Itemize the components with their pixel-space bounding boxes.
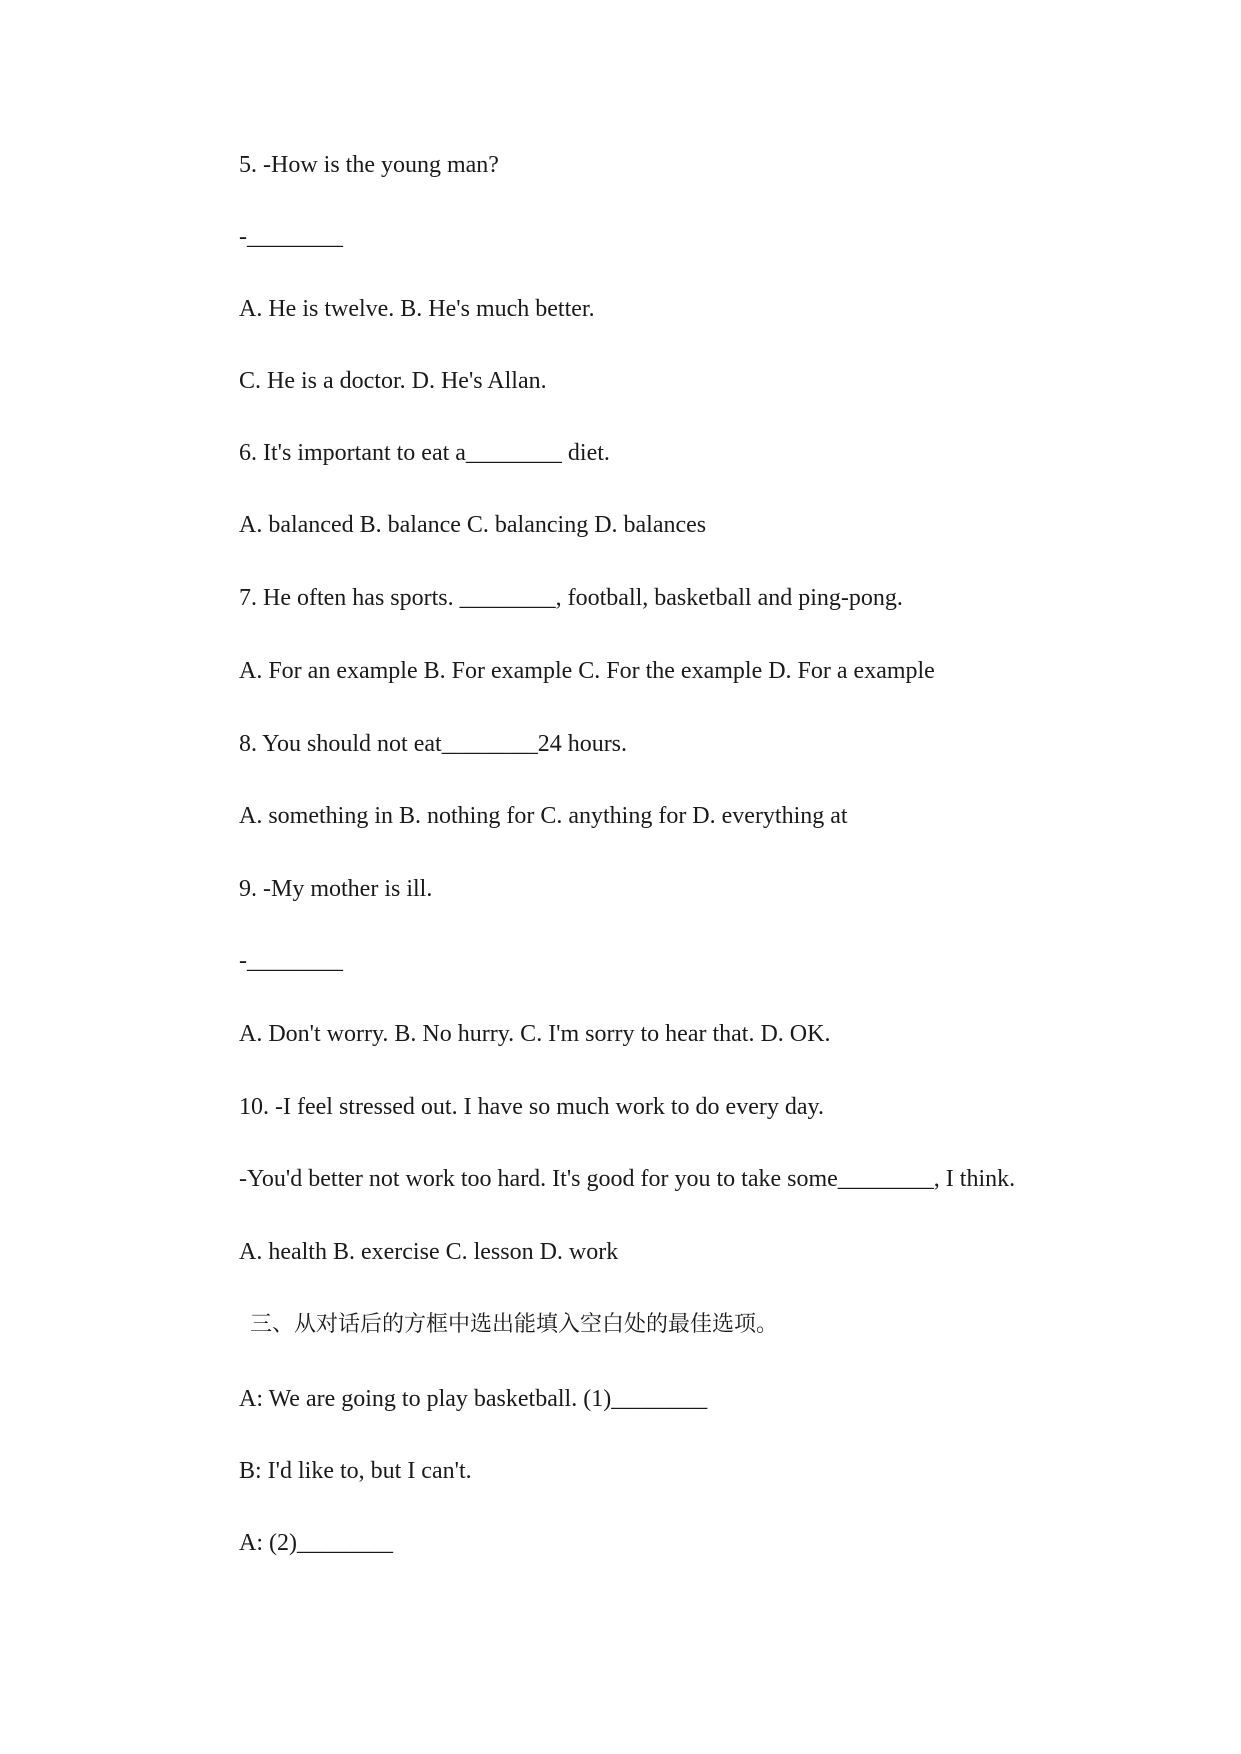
question-7-options: A. For an example B. For example C. For the example D. For a example — [239, 658, 935, 684]
question-8-prompt: 8. You should not eat________24 hours. — [239, 731, 628, 757]
question-7-prompt: 7. He often has sports. ________, football, basketball and ping-pong. — [239, 585, 903, 611]
question-6-prompt: 6. It's important to eat a________ diet. — [239, 440, 610, 466]
question-5-options-ab: A. He is twelve. B. He's much better. — [239, 296, 595, 322]
question-5-answer-blank: -________ — [239, 224, 343, 250]
question-6-options: A. balanced B. balance C. balancing D. balances — [239, 512, 707, 538]
question-9-prompt: 9. -My mother is ill. — [239, 876, 433, 902]
section-three-heading: 三、从对话后的方框中选出能填入空白处的最佳选项。 — [250, 1312, 779, 1337]
question-10-prompt: 10. -I feel stressed out. I have so much work to do every day. — [239, 1094, 824, 1120]
dialogue-line-a1: A: We are going to play basketball. (1)________ — [239, 1386, 708, 1412]
question-8-options: A. something in B. nothing for C. anything for D. everything at — [239, 803, 848, 829]
question-5-prompt: 5. -How is the young man? — [239, 152, 499, 178]
dialogue-line-b1: B: I'd like to, but I can't. — [239, 1458, 472, 1484]
question-9-options: A. Don't worry. B. No hurry. C. I'm sorry to hear that. D. OK. — [239, 1021, 831, 1047]
question-5-options-cd: C. He is a doctor. D. He's Allan. — [239, 368, 547, 394]
question-10-response: -You'd better not work too hard. It's good for you to take some________, I think. — [239, 1166, 1016, 1192]
question-10-options: A. health B. exercise C. lesson D. work — [239, 1239, 619, 1265]
question-9-answer-blank: -________ — [239, 948, 343, 974]
dialogue-line-a2: A: (2)________ — [239, 1530, 393, 1556]
